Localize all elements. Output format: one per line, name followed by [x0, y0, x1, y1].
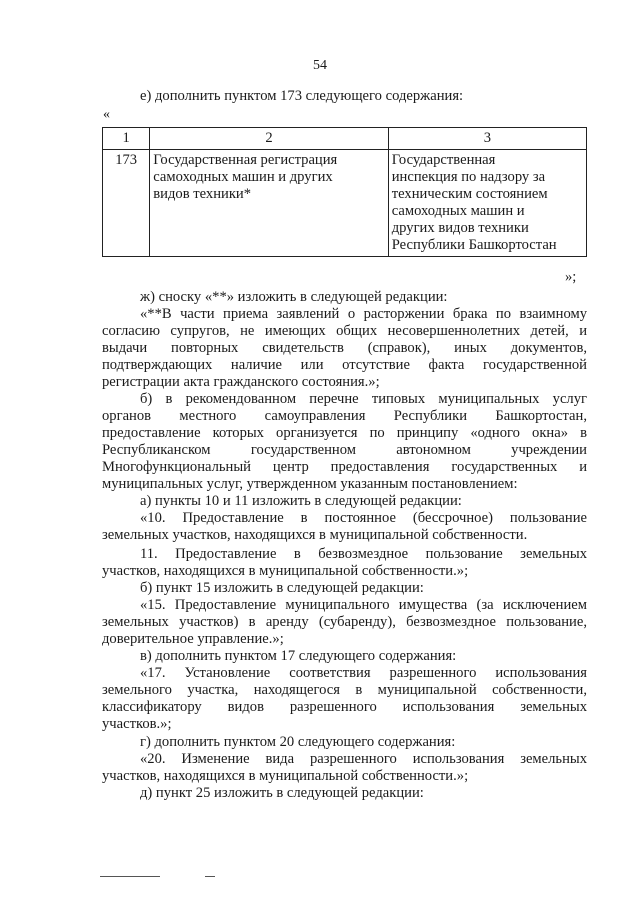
org-line: самоходных машин и	[391, 203, 525, 219]
text-line: Республиканском государственном автономном учреждении	[102, 442, 587, 458]
text-line: согласию супругов, не имеющих общих несовершеннолетних детей, и	[102, 323, 587, 339]
text-line: выдачи повторных свидетельств (справок), иных документов,	[102, 340, 587, 356]
text-line: классификатору видов разрешенного использования земельных	[102, 699, 587, 715]
scan-artifact	[100, 876, 160, 877]
org-line: других видов техники	[391, 220, 529, 236]
org-line: инспекция по надзору за	[391, 169, 546, 185]
header-col-3: 3	[388, 128, 586, 150]
text-line: доверительное управление.»;	[102, 631, 284, 647]
text-line: земельных участков, находящихся в муниципальной собственности.	[102, 527, 528, 543]
text-line: органов местного самоуправления Республики Башкортостан,	[102, 408, 587, 424]
text-line: «15. Предоставление муниципального имущества (за исключением	[140, 597, 587, 613]
service-line: Государственная регистрация	[153, 152, 338, 168]
text-line: «10. Предоставление в постоянное (бессрочное) пользование	[140, 510, 587, 526]
org-line: Республики Башкортостан	[391, 237, 557, 253]
text-line: г) дополнить пунктом 20 следующего содержания:	[140, 734, 456, 750]
text-line: Многофункциональный центр предоставления государственных и	[102, 459, 587, 475]
text-line: земельного участка, находящегося в муниципальной собственности,	[102, 682, 587, 698]
closing-quote: »;	[565, 269, 577, 285]
text-line: б) пункт 15 изложить в следующей редакции:	[140, 580, 424, 596]
table-header-row	[103, 128, 587, 150]
org-line: техническим состоянием	[391, 186, 548, 202]
service-line: самоходных машин и других	[153, 169, 333, 185]
text-line: а) пункты 10 и 11 изложить в следующей редакции:	[140, 493, 462, 509]
service-name	[150, 150, 388, 257]
header-col-2: 2	[150, 128, 388, 150]
text-line: муниципальных услуг, утвержденном указанным постановлением:	[102, 476, 518, 492]
text-line: в) дополнить пунктом 17 следующего содержания:	[140, 648, 457, 664]
text-line: участков, находящихся в муниципальной собственности.»;	[102, 768, 469, 784]
text-line: участков.»;	[102, 716, 172, 732]
text-line: д) пункт 25 изложить в следующей редакции:	[140, 785, 424, 801]
text-line: 11. Предоставление в безвозмездное пользование земельных	[140, 546, 587, 562]
row-number: 173	[103, 150, 150, 257]
scan-artifact	[205, 876, 215, 877]
text-line: б) в рекомендованном перечне типовых муниципальных услуг	[140, 391, 587, 407]
text-line: предоставление которых организуется по принципу «одного окна» в	[102, 425, 587, 441]
text-line: земельных участков) в аренду (субаренду), безвозмездное пользование,	[102, 614, 587, 630]
text-line: «20. Изменение вида разрешенного использования земельных	[140, 751, 587, 767]
table-row	[103, 150, 587, 257]
text-line: «17. Установление соответствия разрешенного использования	[140, 665, 587, 681]
open-quote: «	[103, 107, 110, 122]
org-line: Государственная	[391, 152, 496, 168]
header-col-1: 1	[103, 128, 150, 150]
text-line: регистрации акта гражданского состояния.»;	[102, 374, 380, 390]
text-line: ж) сноску «**» изложить в следующей редакции:	[140, 289, 448, 305]
text-line: «**В части приема заявлений о расторжении брака по взаимному	[140, 306, 587, 322]
services-table	[102, 127, 587, 257]
intro-e: е) дополнить пунктом 173 следующего содержания:	[140, 88, 464, 104]
text-line: участков, находящихся в муниципальной собственности.»;	[102, 563, 469, 579]
service-line: видов техники*	[153, 186, 252, 202]
responsible-org	[388, 150, 586, 257]
page-number: 54	[313, 58, 327, 73]
text-line: подтверждающих наличие или отсутствие факта государственной	[102, 357, 587, 373]
